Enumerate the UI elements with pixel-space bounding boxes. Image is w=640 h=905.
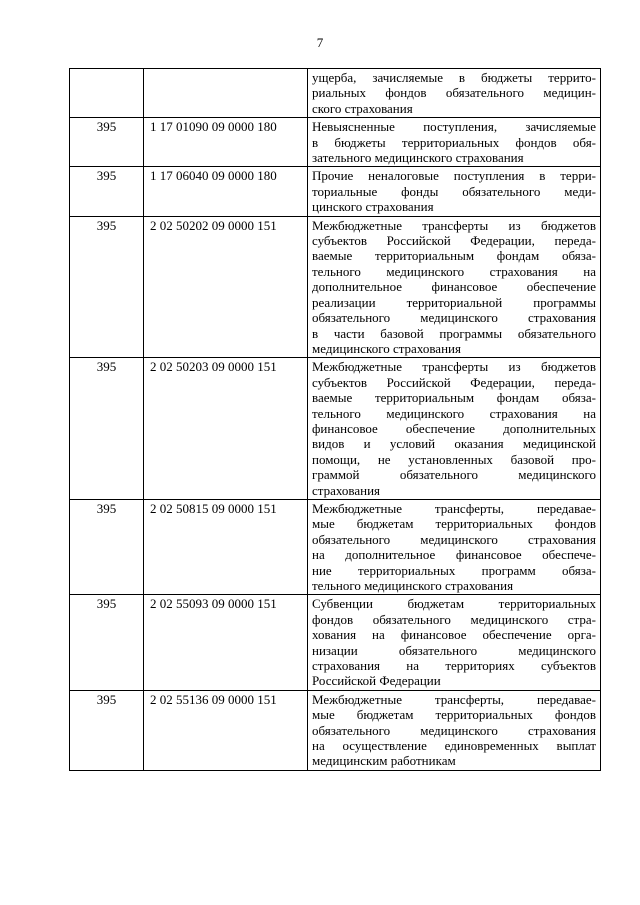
description-line: граммой обязательного медицинского: [312, 467, 596, 483]
description-line: фондов обязательного медицинского стра-: [312, 611, 596, 627]
admin-code-cell: 395: [70, 118, 144, 167]
description-line: Межбюджетные трансферты, передавае-: [312, 691, 596, 707]
description-line: дополнительное финансовое обеспечение: [312, 279, 596, 295]
budget-classification-code-cell: 2 02 50202 09 0000 151: [144, 216, 308, 358]
revenue-description-cell: [308, 690, 601, 770]
description-line: в бюджеты территориальных фондов обя-: [312, 134, 596, 150]
description-line: обязательного медицинского страхования: [312, 310, 596, 326]
admin-code-cell: 395: [70, 216, 144, 358]
revenue-description-cell: [308, 358, 601, 500]
description-line: Межбюджетные трансферты из бюджетов: [312, 359, 596, 375]
admin-code-cell: 395: [70, 595, 144, 690]
description-line: ского страхования: [312, 100, 413, 116]
table-row: [70, 358, 601, 500]
description-line: страхования на территориях субъектов: [312, 658, 596, 674]
description-line: Межбюджетные трансферты из бюджетов: [312, 217, 596, 233]
budget-classification-code-cell: 2 02 50203 09 0000 151: [144, 358, 308, 500]
description-line: субъектов Российской Федерации, переда-: [312, 233, 596, 249]
description-line: мые бюджетам территориальных фондов: [312, 516, 596, 532]
description-line: Прочие неналоговые поступления в терри-: [312, 168, 596, 184]
description-line: Межбюджетные трансферты, передавае-: [312, 500, 596, 516]
description-line: реализации территориальной программы: [312, 294, 596, 310]
budget-classification-code-cell: 2 02 50815 09 0000 151: [144, 499, 308, 594]
table-row: [70, 499, 601, 594]
description-line: на осуществление единовременных выплат: [312, 738, 596, 754]
description-line: тельного медицинского страхования на: [312, 263, 596, 279]
revenue-description-cell: [308, 595, 601, 690]
description-line: риальных фондов обязательного медицин-: [312, 85, 596, 101]
revenue-description-cell: [308, 499, 601, 594]
description-line: тельного медицинского страхования: [312, 578, 514, 593]
description-line: страхования: [312, 482, 381, 498]
page-number: 7: [316, 35, 324, 50]
description-line: тельного медицинского страхования на: [312, 405, 596, 421]
description-line: медицинского страхования: [312, 340, 461, 356]
description-line: в части базовой программы обязательного: [312, 325, 596, 341]
description-line: Невыясненные поступления, зачисляемые: [312, 119, 596, 135]
description-line: помощи, не установленных базовой про-: [312, 451, 596, 467]
budget-classification-code-cell: [144, 69, 308, 118]
description-line: мые бюджетам территориальных фондов: [312, 707, 596, 723]
description-line: ущерба, зачисляемые в бюджеты террито-: [312, 70, 596, 85]
admin-code-cell: 395: [70, 690, 144, 770]
description-line: обязательного медицинского страхования: [312, 722, 596, 738]
budget-classification-code-cell: 2 02 55093 09 0000 151: [144, 595, 308, 690]
revenue-codes-table: [69, 68, 601, 771]
description-line: ваемые территориальным фондам обяза-: [312, 248, 596, 264]
revenue-description-cell: [308, 216, 601, 358]
revenue-description-cell: [308, 118, 601, 167]
budget-classification-code-cell: 1 17 01090 09 0000 180: [144, 118, 308, 167]
description-line: видов и условий оказания медицинской: [312, 436, 596, 452]
description-line: низации обязательного медицинского: [312, 642, 596, 658]
budget-classification-code-cell: 2 02 55136 09 0000 151: [144, 690, 308, 770]
table-row: [70, 595, 601, 690]
table-body: [70, 69, 601, 771]
description-line: субъектов Российской Федерации, переда-: [312, 374, 596, 390]
description-line: зательного медицинского страхования: [312, 150, 524, 166]
description-line: финансовое обеспечение дополнительных: [312, 420, 596, 436]
description-line: на дополнительное финансовое обеспече-: [312, 547, 596, 563]
description-line: медицинским работникам: [312, 753, 456, 769]
table-row: [70, 69, 601, 118]
admin-code-cell: 395: [70, 167, 144, 216]
table-row: [70, 216, 601, 358]
description-line: ториальные фонды обязательного меди-: [312, 183, 596, 199]
admin-code-cell: 395: [70, 499, 144, 594]
description-line: Субвенции бюджетам территориальных: [312, 596, 596, 612]
admin-code-cell: [70, 69, 144, 118]
description-line: хования на финансовое обеспечение орга-: [312, 627, 596, 643]
table-row: [70, 118, 601, 167]
description-line: цинского страхования: [312, 199, 434, 215]
description-line: ваемые территориальным фондам обяза-: [312, 390, 596, 406]
table-row: [70, 690, 601, 770]
table-row: [70, 167, 601, 216]
description-line: ние территориальных программ обяза-: [312, 562, 596, 578]
description-line: Российской Федерации: [312, 673, 441, 689]
admin-code-cell: 395: [70, 358, 144, 500]
revenue-description-cell: [308, 69, 601, 118]
budget-classification-code-cell: 1 17 06040 09 0000 180: [144, 167, 308, 216]
revenue-description-cell: [308, 167, 601, 216]
description-line: обязательного медицинского страхования: [312, 531, 596, 547]
